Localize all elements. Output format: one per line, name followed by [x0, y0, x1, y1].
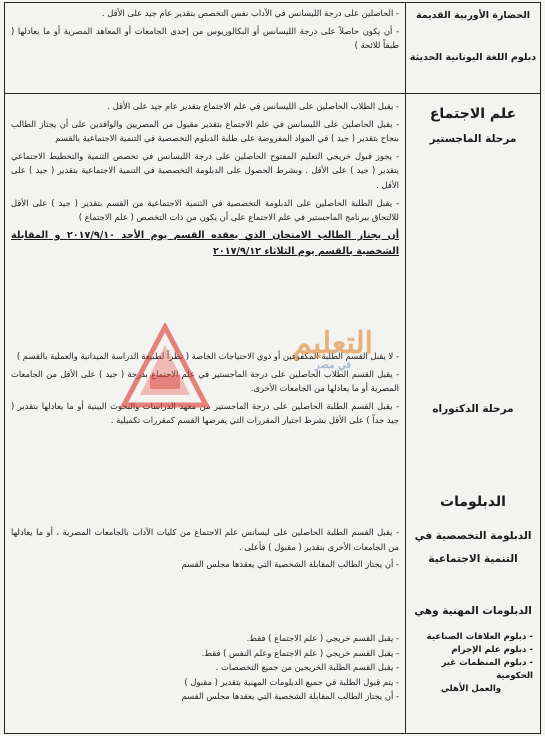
label-greek-diploma: دبلوم اللغة اليونانية الحديثة: [409, 52, 537, 63]
column-divider: [405, 3, 406, 733]
requirement: - يقبل القسم خريجي ( علم الاجتماع ) فقط.: [11, 631, 399, 646]
requirement: - يقبل القسم الطلبة الخريجين من جميع التخصصات .: [11, 660, 399, 675]
requirement: - يجوز قبول خريجي التعليم المفتوح الحاصلين على درجة الليسانس في تخصص التنمية والتخطيط الاجتماعي بتقدير ( جيد ) على الأقل . وبشرط الحصول على الدبلومة التخصصية في التنمية الاجتماعية بتقدير ( جيد ) على الأقل .: [11, 149, 399, 193]
list-item: - دبلوم علم الإجرام: [451, 645, 533, 655]
exam-notice: أن يجتاز الطالب الامتحان الذي يعقده القسم يوم الأحد ٢٠١٧/٩/١٠ و المقابلة الشخصية بالقسم يوم الثلاثاء ٢٠١٧/٩/١٢: [11, 229, 400, 257]
requirement: - أن يجتاز الطالب المقابلة الشخصية التي يعقدها مجلس القسم: [11, 689, 399, 704]
requirements-masters: [11, 99, 399, 263]
requirement: - يتم قبول الطلبة في جميع الدبلومات المهنية بتقدير ( مقبول ): [11, 675, 399, 690]
label-phd-stage: مرحلة الدكتوراه: [432, 403, 514, 415]
watermark-logo-icon: [120, 323, 210, 413]
requirement: - أن يجتاز الطالب المقابلة الشخصية التي يعقدها مجلس القسم: [11, 557, 399, 572]
row-divider: [5, 93, 540, 94]
label-sociology: علم الاجتماع: [429, 106, 517, 122]
label-specialized-diploma: الدبلومة التخصصية في التنمية الاجتماعية: [414, 530, 532, 565]
requirements-professional-diplomas: [11, 631, 399, 704]
list-item: - دبلوم المنظمات غير الحكومية: [441, 658, 533, 681]
requirement: - لا يقبل القسم الطلبة المكفوفين أو ذوي الاحتياجات الخاصة ( نظراً لطبيعة الدراسة الميدانية والعملية بالقسم ): [11, 349, 399, 364]
requirement: - يقبل القسم الطلبة الحاصلين على ليسانس علم الاجتماع من كليات الآداب بالجامعات المصرية ، أو ما يعادلها من الجامعات الأخرى بتقدير ( مقبول ) فأعلى .: [11, 525, 399, 554]
requirement: - يقبل القسم الطلاب الحاصلين على درجة الماجستير في علم الاجتماع بدرجة ( جيد ) على الأقل من الجامعات المصرية أو ما يعادلها من الجامعات الأخرى.: [11, 367, 399, 396]
label-professional-diplomas: الدبلومات المهنية وهي: [414, 605, 532, 617]
requirement: - يقبل القسم الطلبة الحاصلين على درجة الماجستير من معهد الدراسات والبحوث البينية أو ما يعادلها بتقدير ( جيد جداً ) على الأقل بشرط اجتياز المقررات التي يفرضها القسم كمقررات تكميلية .: [11, 399, 399, 428]
requirement: - يقبل الحاصلين على الليسانس في علم الاجتماع بتقدير مقبول من المصريين والوافدين على أن يجتاز الطالب بنجاح بتقدير ( جيد ) في المواد المفروضة على طلبة الدبلوم التخصصية في التنمية الاجتماعية بالقسم: [11, 117, 399, 146]
requirement: - يقبل القسم خريجي ( علم الاجتماع وعلم النفس ) فقط.: [11, 646, 399, 661]
requirement: - يقبل الطلاب الحاصلين على الليسانس في علم الاجتماع بتقدير عام جيد على الأقل .: [11, 99, 399, 114]
requirement: - يقبل الطلبة الحاصلين على الدبلومة التخصصية في التنمية الاجتماعية من القسم بتقدير ( جيد ) على الأقل للالتحاق ببرنامج الماجستير في علم الاجتماع على أن يكون من ذات التخصص ( علم الاجتماع ): [11, 196, 399, 225]
list-item: والعمل الأهلي: [440, 684, 502, 694]
label-european-civilization: الحضارة الأوربية القديمة: [415, 10, 531, 21]
requirement: - أن يكون حاصلاً على درجة الليسانس أو البكالوريوس من إحدى الجامعات أو المعاهد المصرية أو ما يعادلها ( طبقاً للائحة ): [11, 24, 399, 53]
label-diplomas: الدبلومات: [440, 494, 506, 510]
professional-diploma-list: [409, 631, 537, 696]
requirements-old-programs: [11, 6, 399, 56]
requirement: - الحاصلين على درجة الليسانس في الآداب نفس التخصص بتقدير عام جيد على الأقل .: [11, 6, 399, 21]
watermark: التعليم في مصر: [293, 326, 373, 371]
requirements-specialized-diploma: [11, 525, 399, 575]
list-item: - دبلوم العلاقات الصناعية: [426, 632, 533, 642]
label-masters-stage: مرحلة الماجستير: [429, 133, 517, 145]
